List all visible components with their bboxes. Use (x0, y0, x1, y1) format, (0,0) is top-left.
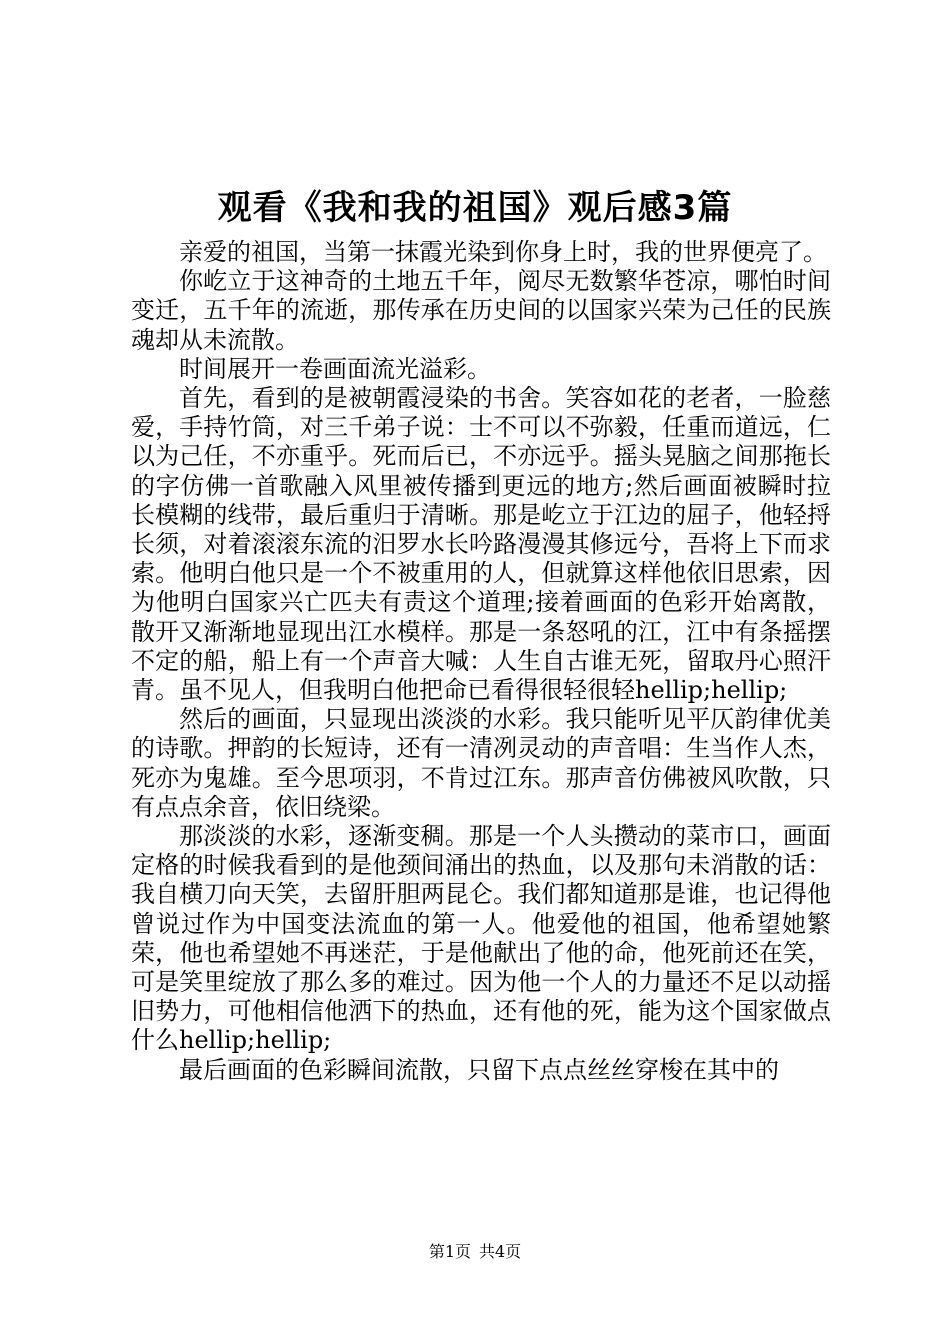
paragraph: 你屹立于这神奇的土地五千年，阅尽无数繁华苍凉，哪怕时间变迁，五千年的流逝，那传承在历史间的以国家兴荣为己任的民族魂却从未流散。 (131, 267, 831, 354)
document-title: 观看《我和我的祖国》观后感3篇 (217, 188, 733, 228)
paragraph: 然后的画面，只显现出淡淡的水彩。我只能听见平仄韵律优美的诗歌。押韵的长短诗，还有一清冽灵动的声音唱：生当作人杰，死亦为鬼雄。至今思项羽，不肯过江东。那声音仿佛被风吹散，只有点点余音，依旧绕梁。 (131, 705, 831, 821)
paragraph: 最后画面的色彩瞬间流散，只留下点点丝丝穿梭在其中的 (179, 1055, 779, 1084)
page-footer (0, 1240, 950, 1264)
document-body (131, 238, 831, 1085)
paragraph: 那淡淡的水彩，逐渐变稠。那是一个人头攒动的菜市口，画面定格的时候我看到的是他颈间涌出的热血，以及那句未消散的话：我自横刀向天笑，去留肝胆两昆仑。我们都知道那是谁，也记得他曾说过作为中国变法流血的第一人。他爱他的祖国，他希望她繁荣，他也希望她不再迷茫，于是他献出了他的命，他死前还在笑，可是笑里绽放了那么多的难过。因为他一个人的力量还不足以动摇旧势力，可他相信他洒下的热血，还有他的死，能为这个国家做点什么hellip;hellip; (131, 822, 831, 1055)
paragraph: 首先，看到的是被朝霞浸染的书舍。笑容如花的老者，一脸慈爱，手持竹筒，对三千弟子说：士不可以不弥毅，任重而道远，仁以为己任，不亦重乎。死而后已，不亦远乎。摇头晃脑之间那拖长的字仿佛一首歌融入风里被传播到更远的地方;然后画面被瞬时拉长模糊的线带，最后重归于清晰。那是屹立于江边的屈子，他轻捋长须，对着滚滚东流的汨罗水长吟路漫漫其修远兮，吾将上下而求索。他明白他只是一个不被重用的人，但就算这样他依旧思索，因为他明白国家兴亡匹夫有责这个道理;接着画面的色彩开始离散，散开又渐渐地显现出江水模样。那是一条怒吼的江，江中有条摇摆不定的船，船上有一个声音大喊：人生自古谁无死，留取丹心照汗青。虽不见人，但我明白他把命已看得很轻很轻hellip;hellip; (131, 384, 831, 705)
paragraph: 亲爱的祖国，当第一抹霞光染到你身上时，我的世界便亮了。 (179, 238, 827, 266)
paragraph: 时间展开一卷画面流光溢彩。 (179, 354, 491, 383)
page-total: 共4页 (479, 1242, 522, 1261)
page-number: 第1页 (428, 1242, 471, 1261)
